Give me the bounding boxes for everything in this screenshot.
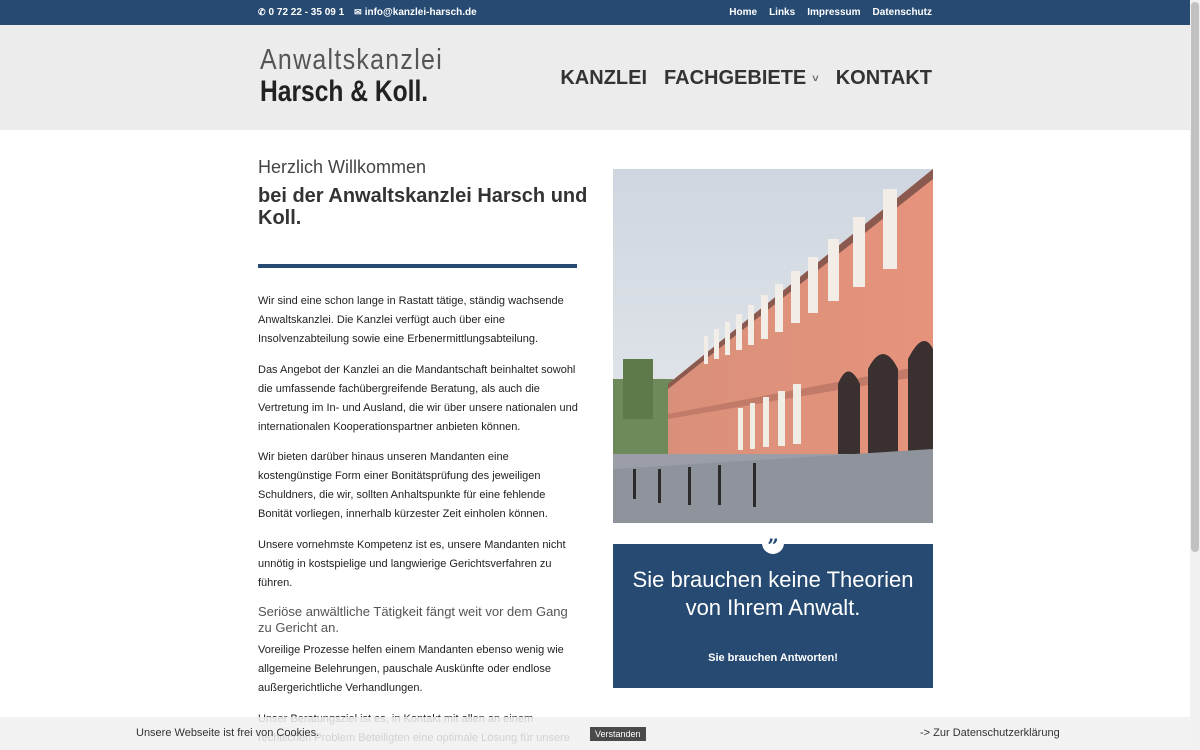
phone-icon: ✆	[258, 7, 266, 17]
logo-line1: Anwaltskanzlei	[260, 44, 444, 76]
top-link-datenschutz[interactable]: Datenschutz	[872, 7, 932, 18]
envelope-icon: ✉	[354, 7, 362, 17]
scrollbar[interactable]	[1190, 0, 1200, 750]
nav-item-kontakt[interactable]	[836, 67, 932, 90]
top-bar	[0, 0, 1190, 25]
nav-item-kanzlei[interactable]	[560, 67, 647, 90]
logo-line2: Harsch & Koll.	[260, 75, 429, 108]
building-photo-illustration	[613, 169, 933, 523]
top-links	[729, 7, 932, 18]
paragraph-competence: Unsere vornehmste Kompetenz ist es, unsere Mandanten nicht unnötig in kostspielige und langwierige Gerichtsverfahren zu führen.	[258, 539, 566, 589]
site-logo[interactable]	[260, 45, 473, 107]
site-header	[0, 25, 1190, 130]
content-subheading: Seriöse anwältliche Tätigkeit fängt weit vor dem Gang zu Gericht an.	[258, 604, 568, 635]
nav-label-kanzlei: KANZLEI	[560, 67, 648, 89]
email-address[interactable]: info@kanzlei-harsch.de	[364, 7, 477, 18]
building-photo	[613, 169, 933, 523]
top-link-home[interactable]: Home	[729, 7, 758, 18]
phone-number[interactable]: 0 72 22 - 35 09 1	[268, 7, 345, 18]
quote-text: Sie brauchen keine Theorien von Ihrem Anwalt.	[632, 567, 914, 620]
quote-box	[613, 544, 933, 688]
nav-label-kontakt: KONTAKT	[835, 67, 932, 89]
quote-subtext: Sie brauchen Antworten!	[708, 652, 838, 664]
paragraph-processes: Voreilige Prozesse helfen einem Mandanten ebenso wenig wie allgemeine Belehrungen, pauschale Auskünfte oder endlose außergerichtliche Verhandlungen.	[258, 644, 564, 694]
cookie-text: Unsere Webseite ist frei von Cookies.	[136, 727, 320, 739]
paragraph-offer: Das Angebot der Kanzlei an die Mandantschaft beinhaltet sowohl die umfassende fachübergreifende Beratung, als auch die Vertretung im In- und Ausland, die wir über unsere nationalen und internationalen Kooperationspartner anbieten können.	[258, 364, 578, 433]
nav-label-fachgebiete: FACHGEBIETE	[664, 67, 807, 89]
nav-item-fachgebiete[interactable]	[664, 67, 819, 90]
phone-contact[interactable]	[258, 7, 344, 18]
contact-info	[258, 7, 477, 18]
heading-divider	[258, 264, 577, 268]
top-link-links[interactable]: Links	[769, 7, 796, 18]
paragraph-intro: Wir sind eine schon lange in Rastatt tätige, ständig wachsende Anwaltskanzlei. Die Kanzlei verfügt auch über eine Insolvenzabteilung sowie eine Erbenermittlungsabteilung.	[258, 295, 564, 345]
top-link-impressum[interactable]: Impressum	[807, 7, 861, 18]
quote-icon: ”	[762, 532, 784, 554]
scrollbar-thumb[interactable]	[1191, 2, 1199, 552]
paragraph-credit-check: Wir bieten darüber hinaus unseren Mandanten eine kostengünstige Form einer Bonitätsprüfung des jeweiligen Schuldners, die wir, sollten Anhaltspunkte für eine fehlende Bonität vorliegen, innerhalb kürzester Zeit einholen können.	[258, 451, 548, 520]
email-contact[interactable]	[354, 7, 477, 18]
welcome-subheading: bei der Anwaltskanzlei Harsch und Koll.	[258, 185, 588, 229]
privacy-policy-link[interactable]: -> Zur Datenschutzerklärung	[920, 727, 1060, 739]
cookie-bar	[0, 717, 1190, 750]
cookie-accept-button[interactable]: Verstanden	[590, 727, 646, 741]
main-nav	[560, 67, 932, 90]
welcome-heading: Herzlich Willkommen	[258, 157, 427, 177]
chevron-down-icon: ˅	[812, 72, 819, 85]
